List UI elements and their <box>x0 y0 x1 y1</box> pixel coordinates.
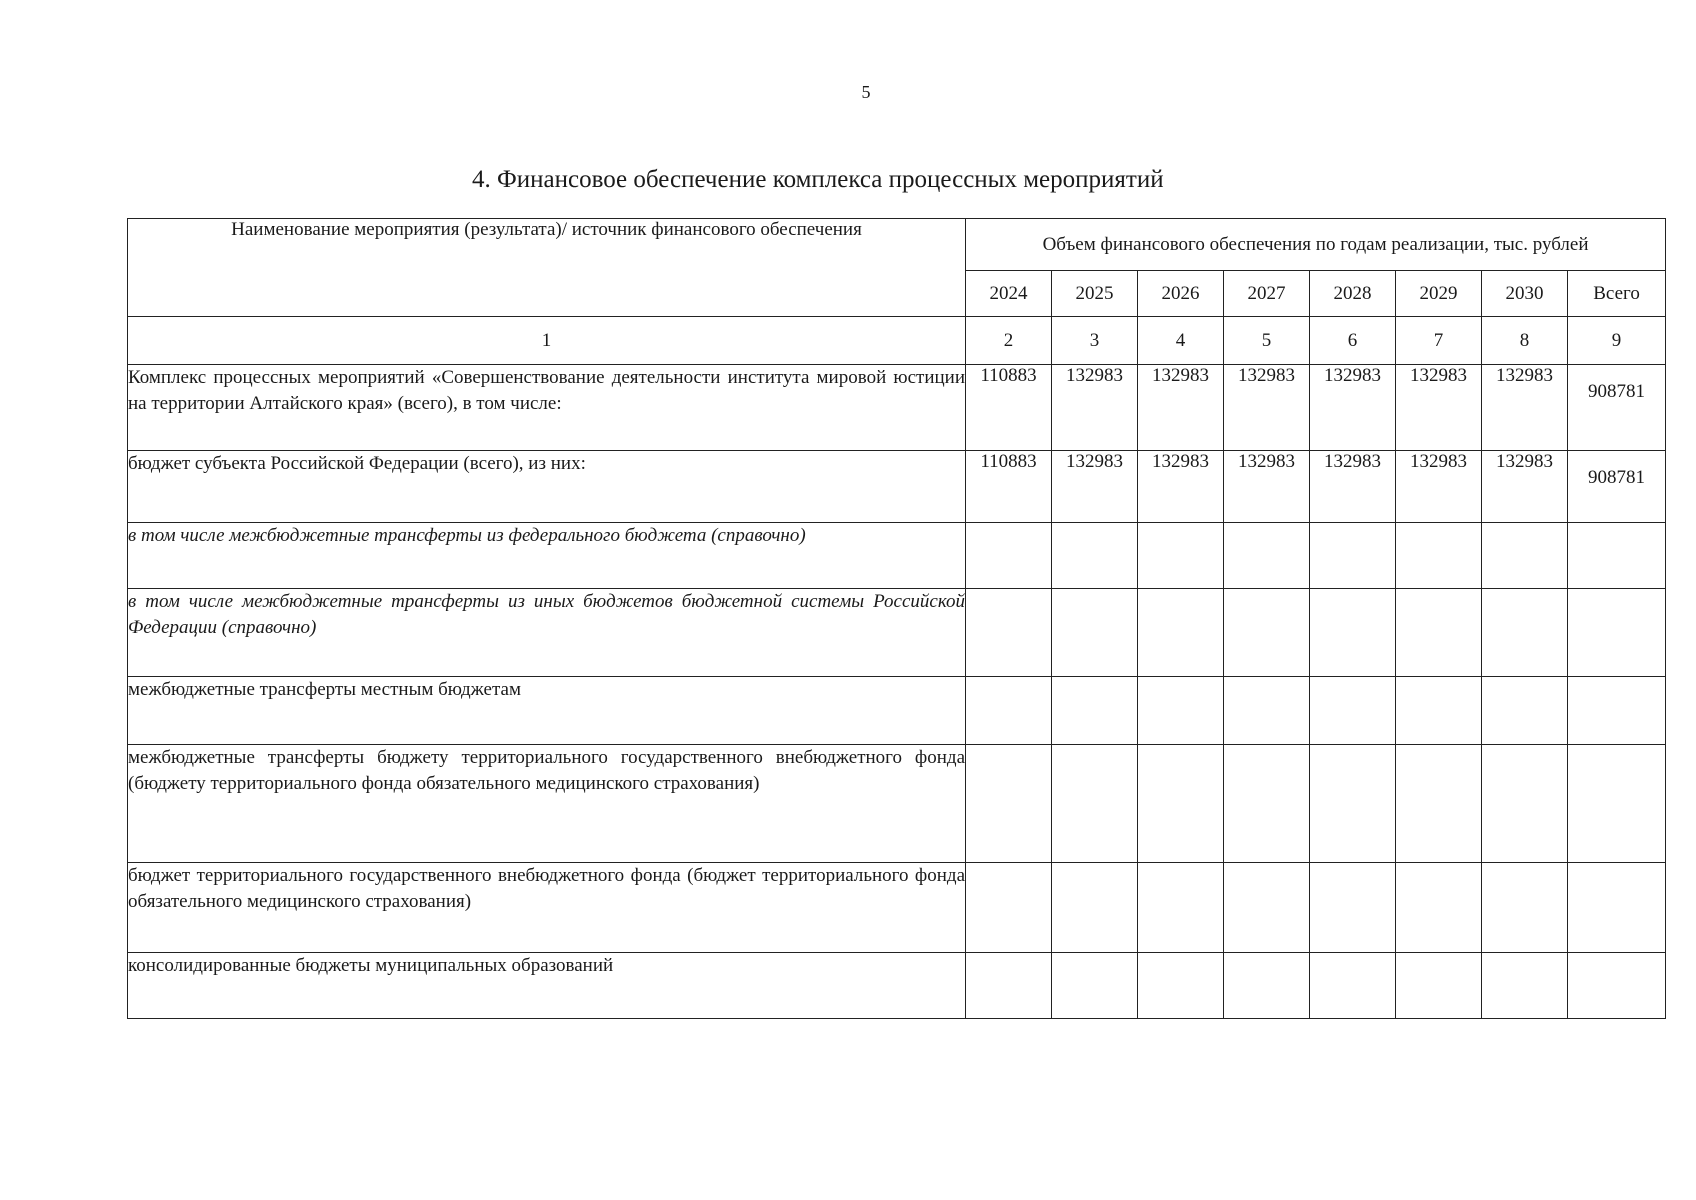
year-value-cell: 132983 <box>1396 365 1482 451</box>
year-value-cell: 110883 <box>966 365 1052 451</box>
column-numbers-row <box>128 317 1666 365</box>
year-value-cell <box>966 953 1052 1019</box>
year-value-cell: 132983 <box>1482 451 1568 523</box>
year-header: 2027 <box>1224 271 1310 317</box>
row-name: бюджет территориального государственного внебюджетного фонда (бюджет территориального фонда обязательного медицинского страхования) <box>128 863 966 953</box>
year-value-cell <box>1396 589 1482 677</box>
table-row <box>128 365 1666 451</box>
column-number: 8 <box>1482 317 1568 365</box>
row-name: межбюджетные трансферты бюджету территориального государственного внебюджетного фонда (бюджету территориального фонда обязательного медицинского страхования) <box>128 745 966 863</box>
year-value-cell <box>1138 589 1224 677</box>
year-value-cell <box>1396 953 1482 1019</box>
row-name: межбюджетные трансферты местным бюджетам <box>128 677 966 745</box>
total-value-cell <box>1568 953 1666 1019</box>
row-name: консолидированные бюджеты муниципальных образований <box>128 953 966 1019</box>
column-number: 3 <box>1052 317 1138 365</box>
table-body <box>128 365 1666 1019</box>
year-value-cell <box>1396 745 1482 863</box>
table-row <box>128 745 1666 863</box>
year-value-cell <box>1396 523 1482 589</box>
year-value-cell: 132983 <box>1138 451 1224 523</box>
total-value-cell <box>1568 523 1666 589</box>
year-value-cell <box>1052 953 1138 1019</box>
year-value-cell: 132983 <box>1482 365 1568 451</box>
row-name: в том числе межбюджетные трансферты из федерального бюджета (справочно) <box>128 523 966 589</box>
table-header <box>128 219 1666 365</box>
year-value-cell <box>1482 863 1568 953</box>
year-header: 2029 <box>1396 271 1482 317</box>
column-number: 7 <box>1396 317 1482 365</box>
total-value-cell: 908781 <box>1568 365 1666 451</box>
year-value-cell: 132983 <box>1310 365 1396 451</box>
table-row <box>128 451 1666 523</box>
year-value-cell <box>1224 523 1310 589</box>
year-value-cell <box>1310 677 1396 745</box>
year-value-cell: 110883 <box>966 451 1052 523</box>
year-value-cell <box>1396 863 1482 953</box>
year-value-cell <box>1052 863 1138 953</box>
total-value-cell <box>1568 677 1666 745</box>
page-number: 5 <box>861 82 871 102</box>
column-number: 9 <box>1568 317 1666 365</box>
year-value-cell <box>1224 589 1310 677</box>
column-number: 4 <box>1138 317 1224 365</box>
row-name: Комплекс процессных мероприятий «Совершенствование деятельности института мировой юстиции на территории Алтайского края» (всего), в том числе: <box>128 365 966 451</box>
year-header: 2024 <box>966 271 1052 317</box>
year-value-cell <box>1052 589 1138 677</box>
year-value-cell <box>1482 953 1568 1019</box>
year-value-cell <box>1310 523 1396 589</box>
year-value-cell <box>1396 677 1482 745</box>
year-value-cell <box>1052 523 1138 589</box>
year-value-cell <box>1310 589 1396 677</box>
table-row <box>128 953 1666 1019</box>
name-column-header: Наименование мероприятия (результата)/ источник финансового обеспечения <box>128 219 966 317</box>
year-value-cell <box>1310 953 1396 1019</box>
year-value-cell <box>1310 863 1396 953</box>
year-value-cell: 132983 <box>1396 451 1482 523</box>
year-header: Всего <box>1568 271 1666 317</box>
year-value-cell: 132983 <box>1052 451 1138 523</box>
column-number: 1 <box>128 317 966 365</box>
year-value-cell <box>966 677 1052 745</box>
year-header: 2030 <box>1482 271 1568 317</box>
section-title: 4. Финансовое обеспечение комплекса процессных мероприятий <box>472 166 1164 193</box>
table-row <box>128 589 1666 677</box>
table-row <box>128 677 1666 745</box>
volume-column-header: Объем финансового обеспечения по годам реализации, тыс. рублей <box>966 219 1666 271</box>
total-value-cell: 908781 <box>1568 451 1666 523</box>
financing-table <box>127 218 1666 1019</box>
year-value-cell <box>1482 523 1568 589</box>
table-row <box>128 523 1666 589</box>
year-header: 2028 <box>1310 271 1396 317</box>
year-value-cell <box>966 863 1052 953</box>
year-value-cell <box>1138 863 1224 953</box>
year-value-cell <box>1052 677 1138 745</box>
year-value-cell <box>1138 523 1224 589</box>
year-value-cell: 132983 <box>1052 365 1138 451</box>
column-number: 2 <box>966 317 1052 365</box>
year-value-cell <box>1052 745 1138 863</box>
year-value-cell <box>1224 953 1310 1019</box>
year-value-cell <box>1224 677 1310 745</box>
row-name: в том числе межбюджетные трансферты из иных бюджетов бюджетной системы Российской Федерации (справочно) <box>128 589 966 677</box>
year-value-cell <box>1224 745 1310 863</box>
year-header: 2025 <box>1052 271 1138 317</box>
year-value-cell: 132983 <box>1224 451 1310 523</box>
total-value-cell <box>1568 589 1666 677</box>
year-value-cell <box>1138 953 1224 1019</box>
year-value-cell <box>1224 863 1310 953</box>
table-row <box>128 863 1666 953</box>
total-value-cell <box>1568 863 1666 953</box>
row-name: бюджет субъекта Российской Федерации (всего), из них: <box>128 451 966 523</box>
total-value-cell <box>1568 745 1666 863</box>
year-value-cell: 132983 <box>1138 365 1224 451</box>
year-value-cell: 132983 <box>1224 365 1310 451</box>
year-value-cell <box>1138 745 1224 863</box>
year-value-cell <box>1482 677 1568 745</box>
year-value-cell <box>966 523 1052 589</box>
year-header: 2026 <box>1138 271 1224 317</box>
year-value-cell: 132983 <box>1310 451 1396 523</box>
year-value-cell <box>1138 677 1224 745</box>
column-number: 5 <box>1224 317 1310 365</box>
year-value-cell <box>966 589 1052 677</box>
year-value-cell <box>1482 745 1568 863</box>
year-value-cell <box>1482 589 1568 677</box>
year-value-cell <box>966 745 1052 863</box>
column-number: 6 <box>1310 317 1396 365</box>
year-value-cell <box>1310 745 1396 863</box>
